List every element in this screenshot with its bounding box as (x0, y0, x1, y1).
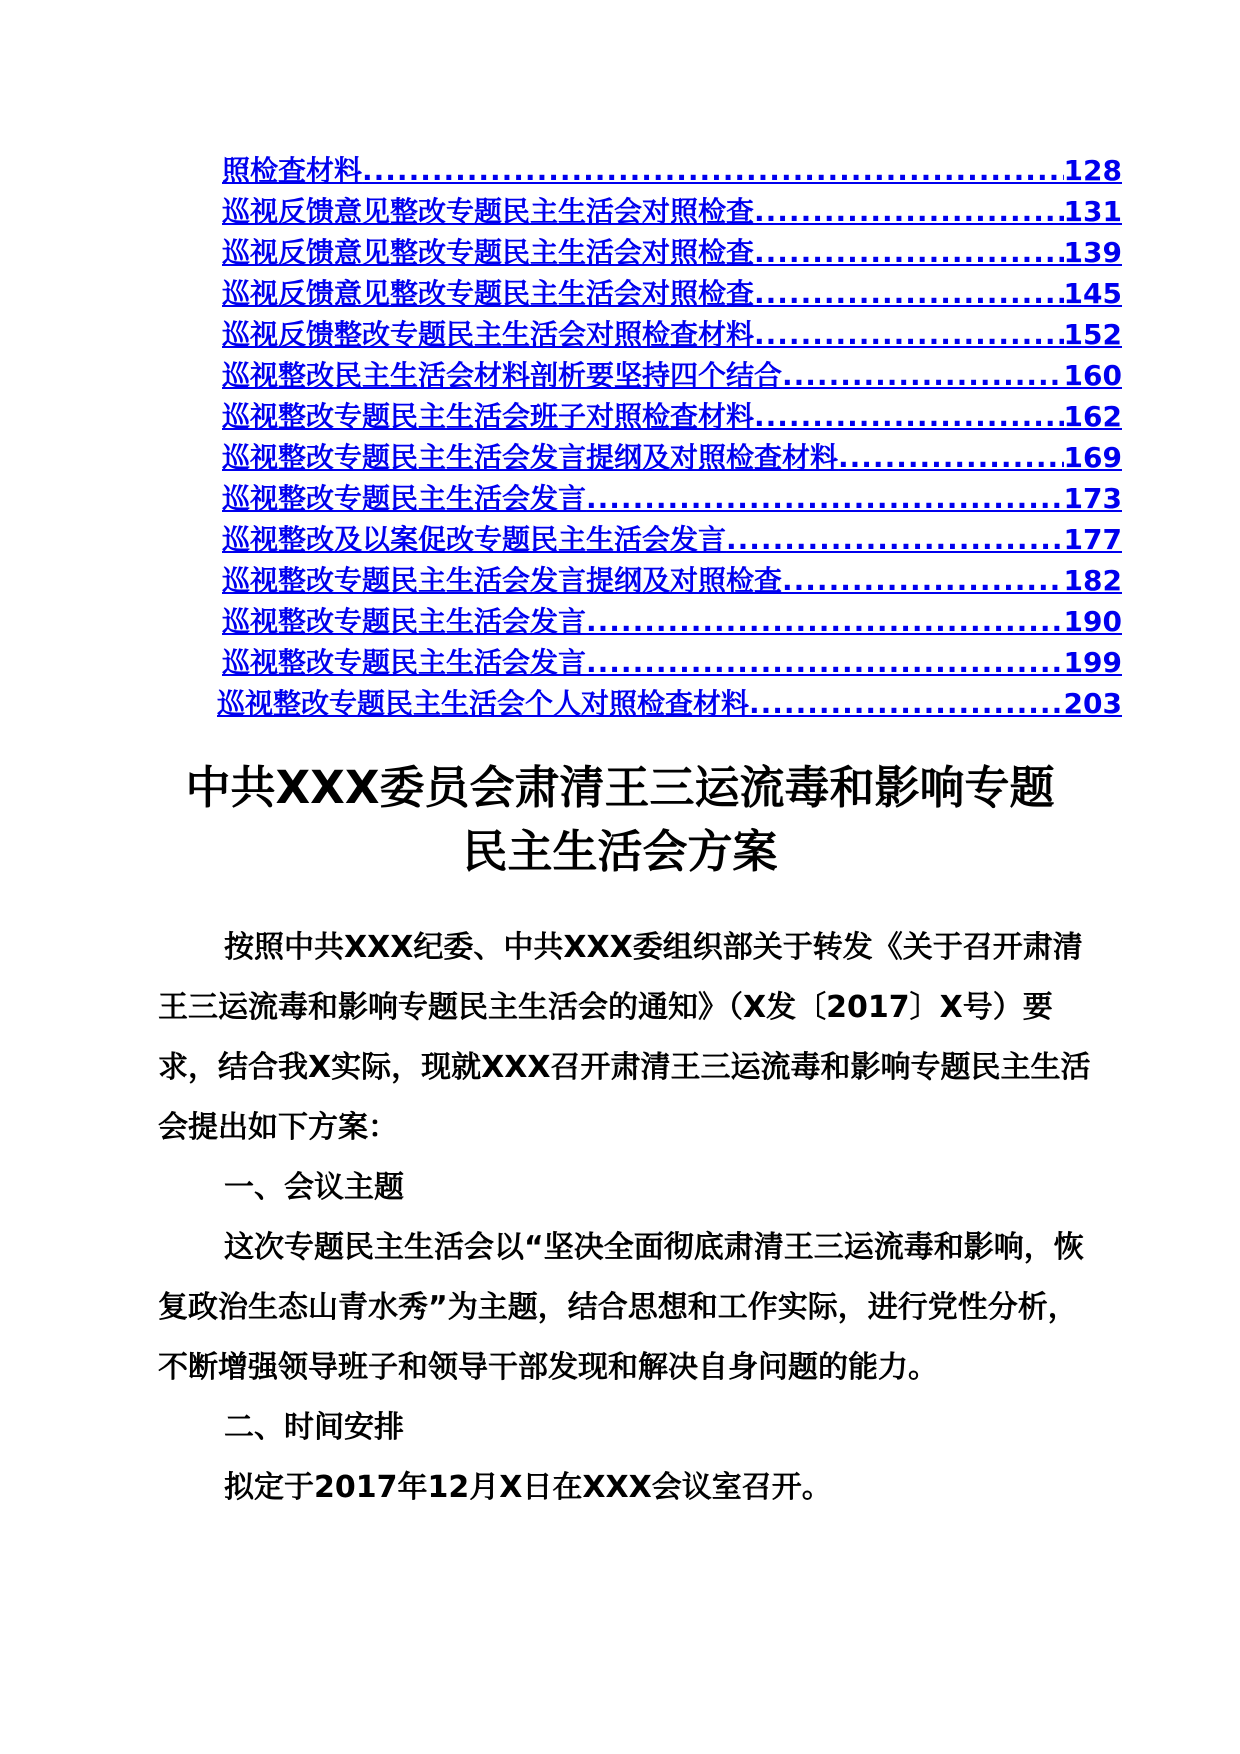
toc-entry-page: 173 (1063, 482, 1122, 515)
document-body (158, 918, 1098, 1518)
toc-leader-dots (754, 232, 1064, 273)
toc-entry-title: 巡视整改专题民主生活会发言提纲及对照检查材料 (222, 441, 839, 474)
title-line-1: 中共XXX委员会肃清王三运流毒和影响专题 (185, 761, 1055, 814)
table-of-contents (217, 150, 1122, 724)
toc-entry[interactable] (222, 314, 1122, 355)
toc-entry[interactable] (222, 150, 1122, 191)
toc-entry[interactable] (222, 642, 1122, 683)
toc-entry[interactable] (222, 560, 1122, 601)
section-schedule-paragraph: 拟定于2017年12月X日在XXX会议室召开。 (224, 1470, 832, 1505)
toc-entry-page: 203 (1063, 687, 1122, 720)
intro-paragraph: 按照中共XXX纪委、中共XXX委组织部关于转发《关于召开肃清王三运流毒和影响专题民主生活会的通知》（X发〔2017〕X号）要求，结合我X实际，现就XXX召开肃清王三运流毒和影响专题民主生活会提出如下方案： (158, 930, 1091, 1145)
toc-entry-title: 巡视反馈意见整改专题民主生活会对照检查 (222, 236, 755, 269)
toc-entry-page: 139 (1063, 236, 1122, 269)
toc-leader-dots (586, 642, 1064, 683)
toc-leader-dots (586, 478, 1064, 519)
toc-entry[interactable] (222, 437, 1122, 478)
toc-entry-page: 190 (1063, 605, 1122, 638)
toc-entry-title: 巡视整改专题民主生活会发言 (222, 482, 587, 515)
toc-entry-title: 照检查材料 (222, 154, 363, 187)
toc-entry-title: 巡视整改专题民主生活会个人对照检查材料 (217, 687, 750, 720)
toc-entry-page: 177 (1063, 523, 1122, 556)
toc-leader-dots (362, 150, 1064, 191)
toc-leader-dots (726, 519, 1064, 560)
toc-leader-dots (754, 191, 1064, 232)
toc-leader-dots (782, 560, 1064, 601)
title-line-2: 民主生活会方案 (462, 825, 778, 878)
toc-entry-page: 160 (1063, 359, 1122, 392)
section-heading-schedule: 二、时间安排 (224, 1410, 404, 1445)
toc-entry-title: 巡视反馈意见整改专题民主生活会对照检查 (222, 277, 755, 310)
toc-entry[interactable] (222, 478, 1122, 519)
toc-leader-dots (749, 683, 1064, 724)
toc-entry[interactable] (222, 191, 1122, 232)
toc-entry-title: 巡视整改专题民主生活会班子对照检查材料 (222, 400, 755, 433)
toc-entry-page: 169 (1063, 441, 1122, 474)
document-title (120, 756, 1120, 884)
toc-entry-page: 145 (1063, 277, 1122, 310)
toc-entry-title: 巡视反馈意见整改专题民主生活会对照检查 (222, 195, 755, 228)
toc-entry[interactable] (222, 355, 1122, 396)
section-topic-paragraph: 这次专题民主生活会以“坚决全面彻底肃清王三运流毒和影响，恢复政治生态山青水秀”为主题，结合思想和工作实际，进行党性分析，不断增强领导班子和领导干部发现和解决自身问题的能力。 (158, 1230, 1084, 1385)
toc-entry-page: 131 (1063, 195, 1122, 228)
toc-leader-dots (754, 396, 1064, 437)
toc-entry[interactable] (217, 683, 1122, 724)
toc-entry[interactable] (222, 273, 1122, 314)
toc-entry[interactable] (222, 601, 1122, 642)
toc-leader-dots (754, 273, 1064, 314)
toc-entry-title: 巡视反馈整改专题民主生活会对照检查材料 (222, 318, 755, 351)
section-heading-topic: 一、会议主题 (224, 1170, 404, 1205)
toc-leader-dots (782, 355, 1064, 396)
toc-entry-title: 巡视整改专题民主生活会发言 (222, 646, 587, 679)
toc-entry[interactable] (222, 519, 1122, 560)
toc-leader-dots (838, 437, 1064, 478)
toc-entry-title: 巡视整改专题民主生活会发言提纲及对照检查 (222, 564, 783, 597)
toc-entry-page: 162 (1063, 400, 1122, 433)
toc-leader-dots (586, 601, 1064, 642)
toc-entry-page: 128 (1063, 154, 1122, 187)
toc-entry-title: 巡视整改及以案促改专题民主生活会发言 (222, 523, 727, 556)
toc-entry-title: 巡视整改民主生活会材料剖析要坚持四个结合 (222, 359, 783, 392)
toc-entry-page: 152 (1063, 318, 1122, 351)
toc-leader-dots (754, 314, 1064, 355)
toc-entry-page: 182 (1063, 564, 1122, 597)
toc-entry-page: 199 (1063, 646, 1122, 679)
toc-entry[interactable] (222, 232, 1122, 273)
toc-entry[interactable] (222, 396, 1122, 437)
toc-entry-title: 巡视整改专题民主生活会发言 (222, 605, 587, 638)
